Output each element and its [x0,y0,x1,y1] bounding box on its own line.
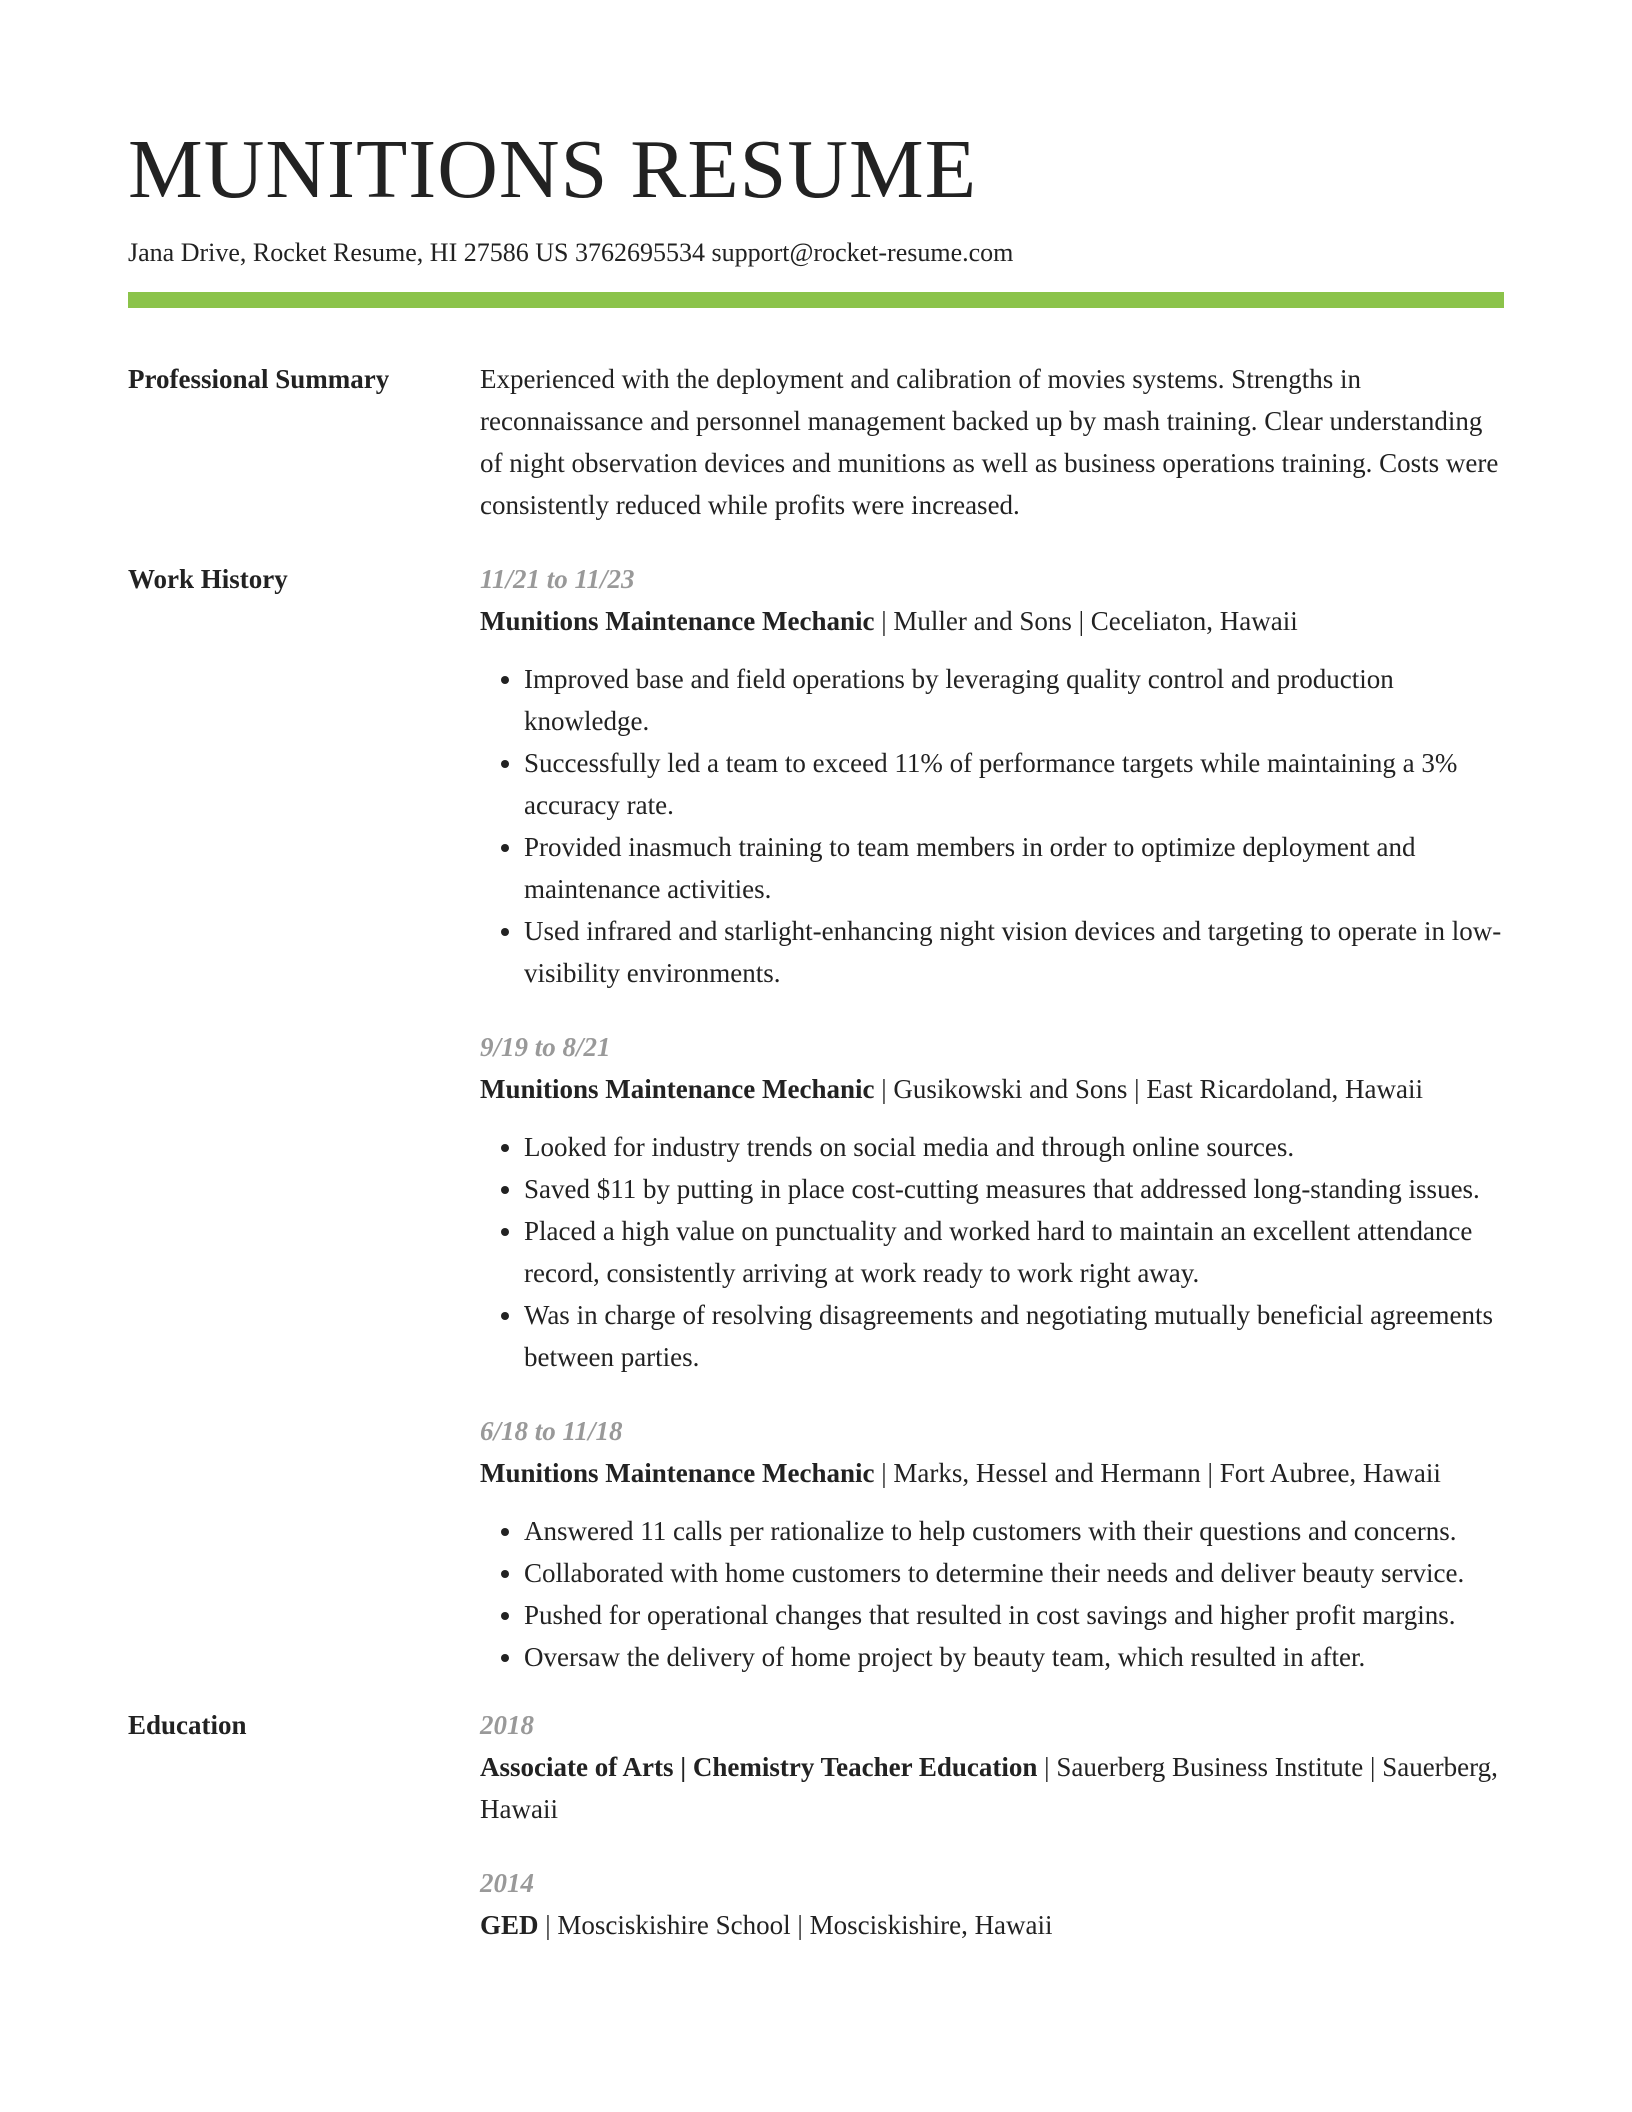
summary-section [128,358,1504,526]
job-dates: 11/21 to 11/23 [480,564,635,594]
contact-address: Jana Drive, Rocket Resume, HI 27586 US [128,238,569,267]
job-details: | Gusikowski and Sons | East Ricardoland, Hawaii [874,1074,1423,1104]
job-details: | Muller and Sons | Ceceliaton, Hawaii [874,606,1298,636]
job-bullet: • Improved base and field operations by leveraging quality control and production knowledge. [524,658,1504,742]
job-title: Munitions Maintenance Mechanic [480,606,875,636]
resume-page [128,0,1504,1946]
job-bullet: • Was in charge of resolving disagreements and negotiating mutually beneficial agreements between parties. [524,1294,1504,1378]
header-divider [128,292,1504,308]
education-headline [480,1746,1504,1830]
education-section [128,1704,1504,1946]
contact-email: support@rocket-resume.com [711,238,1014,267]
job-bullet: • Pushed for operational changes that resulted in cost savings and higher profit margins. [524,1594,1504,1636]
education-degree: Associate of Arts | Chemistry Teacher Education [480,1752,1038,1782]
job-bullets [480,658,1504,994]
job-bullet: • Looked for industry trends on social media and through online sources. [524,1126,1504,1168]
job-entry [480,1410,1504,1678]
job-dates: 9/19 to 8/21 [480,1032,611,1062]
job-bullet: • Provided inasmuch training to team members in order to optimize deployment and maintenance activities. [524,826,1504,910]
education-degree: GED [480,1910,539,1940]
job-dates: 6/18 to 11/18 [480,1416,623,1446]
job-bullets [480,1126,1504,1378]
section-label-work: Work History [128,564,288,594]
summary-body [480,358,1504,526]
job-title: Munitions Maintenance Mechanic [480,1074,875,1104]
job-details: | Marks, Hessel and Hermann | Fort Aubree, Hawaii [874,1458,1441,1488]
contact-phone: 3762695534 [574,238,705,267]
job-entry [480,1026,1504,1378]
section-label-education: Education [128,1710,247,1740]
job-bullet: • Used infrared and starlight-enhancing night vision devices and targeting to operate in low-visibility environments. [524,910,1504,994]
education-entry [480,1704,1504,1830]
education-entry [480,1862,1504,1946]
education-details: | Mosciskishire School | Mosciskishire, Hawaii [538,1910,1053,1940]
job-title: Munitions Maintenance Mechanic [480,1458,875,1488]
job-bullets [480,1510,1504,1678]
contact-line [128,236,1504,270]
job-bullet: • Placed a high value on punctuality and worked hard to maintain an excellent attendance record, consistently arriving at work ready to work right away. [524,1210,1504,1294]
section-label-summary: Professional Summary [128,364,390,394]
education-body [480,1704,1504,1946]
job-bullet: • Oversaw the delivery of home project by beauty team, which resulted in after. [524,1636,1504,1678]
work-history-body [480,558,1504,1678]
work-history-section [128,558,1504,1678]
job-bullet: • Successfully led a team to exceed 11% of performance targets while maintaining a 3% accuracy rate. [524,742,1504,826]
summary-text: Experienced with the deployment and calibration of movies systems. Strengths in reconnaissance and personnel management backed up by mash training. Clear understanding of night observation devices and munitions as well as business operations training. Costs were consistently reduced while profits were increased. [480,364,1499,520]
job-headline [480,1068,1504,1110]
job-bullet: • Answered 11 calls per rationalize to help customers with their questions and concerns. [524,1510,1504,1552]
job-entry [480,558,1504,994]
education-year: 2018 [480,1710,534,1740]
resume-title: MUNITIONS RESUME [128,123,978,216]
job-bullet: • Saved $11 by putting in place cost-cutting measures that addressed long-standing issues. [524,1168,1504,1210]
education-details: | Sauerberg Business Institute | Sauerberg, Hawaii [480,1752,1498,1824]
job-headline [480,1452,1504,1494]
job-bullet: • Collaborated with home customers to determine their needs and deliver beauty service. [524,1552,1504,1594]
education-year: 2014 [480,1868,534,1898]
job-headline [480,600,1504,642]
education-headline [480,1904,1504,1946]
